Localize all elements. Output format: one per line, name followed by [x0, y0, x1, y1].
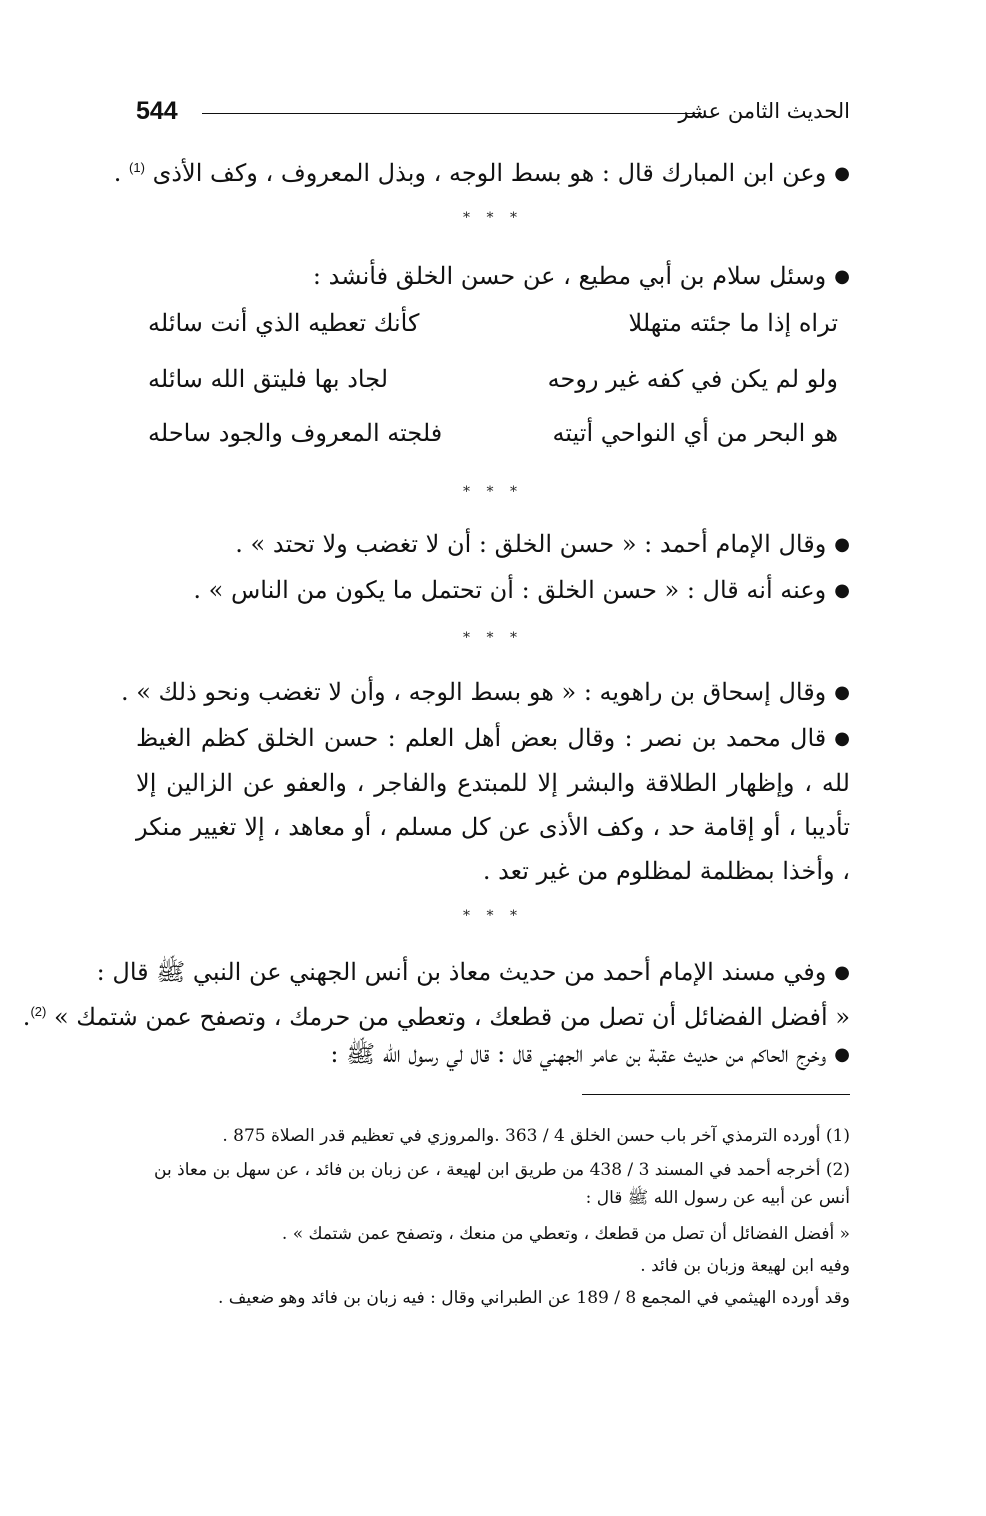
bullet: ● [834, 962, 850, 983]
header-rule [202, 113, 702, 114]
poem-verse [148, 416, 838, 450]
entry-text: وعن ابن المبارك قال : هو بسط الوجه ، وبذل المعروف ، وكف الأذى [152, 159, 827, 187]
verse-first-hemistich: هو البحر من أي النواحي أتيته [552, 419, 838, 447]
entry-ahmad-1 [136, 528, 850, 561]
entry-text: وعنه أنه قال : « حسن الخلق : أن تحتمل ما يكون من الناس » . [193, 576, 827, 604]
verse-second-hemistich: لجاد بها فليتق الله سائله [148, 365, 388, 393]
bullet: ● [834, 266, 850, 287]
entry-end: . [22, 1003, 31, 1031]
footnote-2: (2) أخرجه أحمد في المسند 3 / 438 من طريق ابن لهيعة ، عن زبان بن فائد ، عن سهل بن معاذ بن أنس عن أبيه عن رسول الله ﷺ قال : [154, 1160, 850, 1208]
verse-first-hemistich: ولو لم يكن في كفه غير روحه [547, 365, 838, 393]
entry-text: وسئل سلام بن أبي مطيع ، عن حسن الخلق فأنشد : [312, 262, 827, 290]
entry-ishaq [120, 676, 850, 709]
footnote-2-source: وقد أورده الهيثمي في المجمع 8 / 189 عن الطبراني وقال : فيه زبان بن فائد وهو ضعيف . [217, 1288, 850, 1308]
entry-ibn-nasr [136, 716, 850, 893]
bullet: ● [834, 682, 850, 703]
bullet: ● [834, 580, 850, 601]
running-title: الحديث الثامن عشر [678, 99, 850, 123]
entry-hakim [136, 1038, 850, 1071]
poem-verse [148, 362, 838, 396]
bullet: ● [834, 163, 850, 184]
verse-second-hemistich: كأنك تعطيه الذي أنت سائله [148, 309, 420, 337]
bullet: ● [834, 728, 850, 749]
entry-text: وخرج الحاكم من حديث عقبة بن عامر الجهني قال : قال لي رسول الله ﷺ : [330, 1040, 827, 1068]
page-header [136, 96, 850, 130]
bullet: ● [834, 534, 850, 555]
section-separator: * * * [463, 484, 523, 500]
entry-ahmad-2 [136, 574, 850, 607]
entry-end: . [113, 159, 130, 187]
section-separator: * * * [463, 210, 523, 226]
section-separator: * * * [463, 908, 523, 924]
entry-text: وقال إسحاق بن راهويه : « هو بسط الوجه ، وأن لا تغضب ونحو ذلك » . [120, 678, 827, 706]
entry-text: وفي مسند الإمام أحمد من حديث معاذ بن أنس الجهني عن النبي ﷺ قال : [96, 958, 827, 986]
entry-text: وقال الإمام أحمد : « حسن الخلق : أن لا تغضب ولا تحتد » . [235, 530, 827, 558]
entry-ibn-mubarak [113, 152, 850, 190]
verse-second-hemistich: فلجته المعروف والجود ساحله [148, 419, 443, 447]
bullet: ● [834, 1044, 850, 1065]
verse-first-hemistich: تراه إذا ما جئته متهللا [628, 309, 838, 337]
page-number: 544 [136, 97, 178, 125]
footnote-ref-2[interactable]: (2) [30, 1004, 47, 1019]
entry-text: قال محمد بن نصر : وقال بعض أهل العلم : حسن الخلق كظم الغيظ لله ، وإظهار الطلاقة والبشر إلا للمبتدع والفاجر ، والعفو عن الزالين إلا تأديبا ، أو إقامة حد ، وكف الأذى عن كل مسلم ، أو معاهد ، إلا تغيير منكر ، وأخذا بمظلمة لمظلوم من غير تعد . [136, 724, 850, 885]
footnote-rule [582, 1094, 850, 1095]
footnote-2-quote: « أفضل الفضائل أن تصل من قطعك ، وتعطي من منعك ، وتصفح عمن شتمك » . [281, 1224, 850, 1244]
footnote-ref-1[interactable]: (1) [129, 160, 145, 175]
entry-musnad-quote [22, 996, 850, 1033]
hadith-quote: « أفضل الفضائل أن تصل من قطعك ، وتعطي من حرمك ، وتصفح عمن شتمك » [53, 1003, 850, 1031]
entry-sallam [136, 260, 850, 293]
section-separator: * * * [463, 630, 523, 646]
footnote-2-note: وفيه ابن لهيعة وزبان بن فائد . [640, 1256, 850, 1276]
poem-verse [148, 306, 838, 340]
footnote-1: (1) أورده الترمذي آخر باب حسن الخلق 4 / 363 .والمروزي في تعظيم قدر الصلاة 875 . [222, 1126, 850, 1146]
entry-musnad [96, 956, 850, 989]
